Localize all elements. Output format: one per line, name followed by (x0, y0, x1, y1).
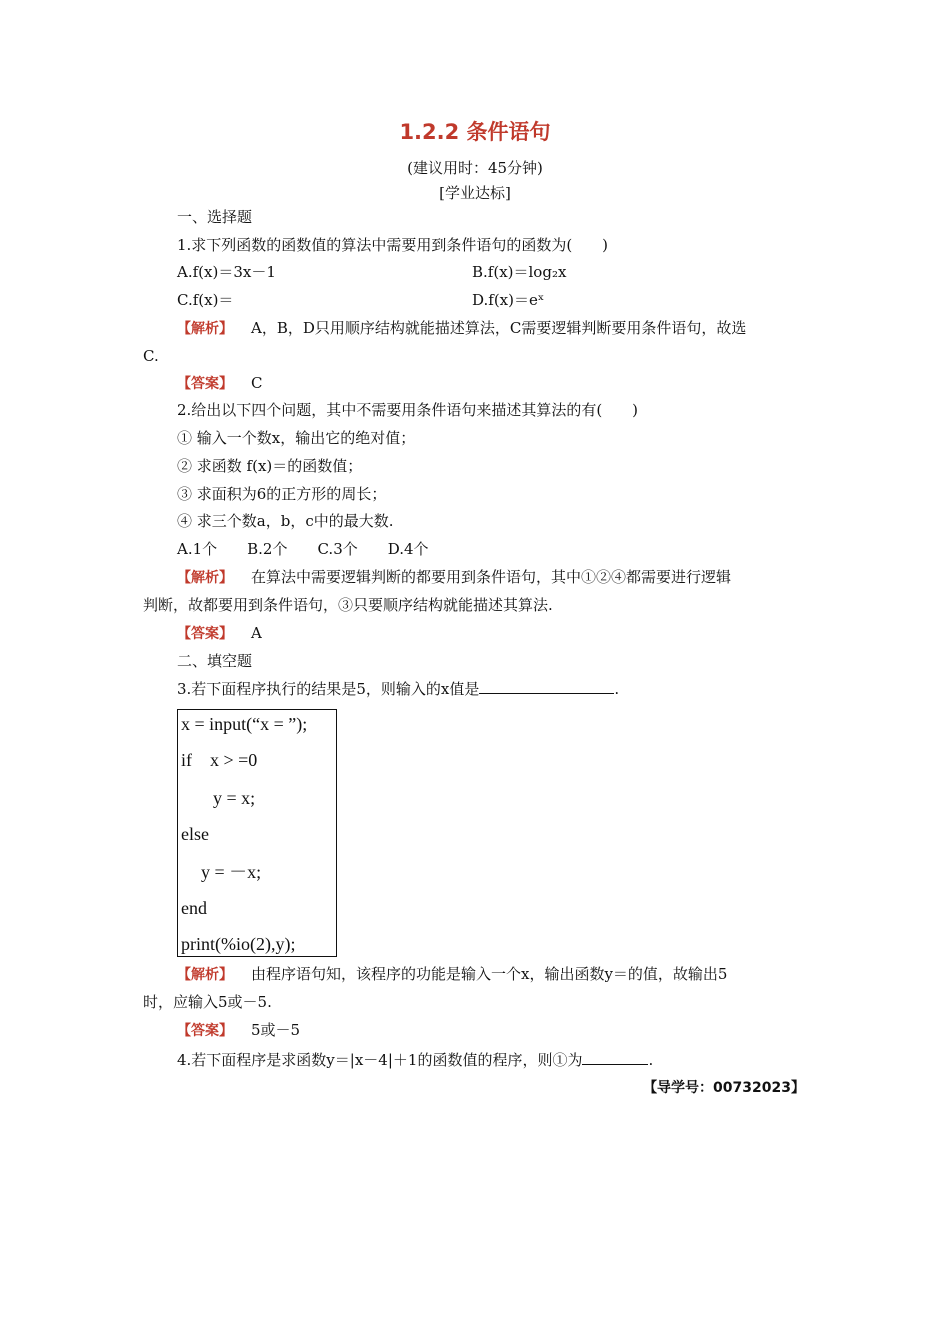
code-line: if x > =0 (181, 750, 258, 770)
q4-stem-end: . (648, 1051, 654, 1069)
q4-stem-text: 4.若下面程序是求函数y＝|x－4|＋1的函数值的程序，则①为 (177, 1051, 583, 1069)
q3-stem-end: . (614, 680, 620, 698)
q1-analysis (177, 318, 746, 339)
q2-options: A.1个 B.2个 C.3个 D.4个 (177, 540, 429, 558)
q2-item-4: ④ 求三个数a，b，c中的最大数. (177, 512, 394, 530)
q2-answer-value: A (251, 624, 262, 642)
code-line: x = input(“x = ”); (181, 714, 308, 734)
q1-analysis-text: A，B，D只用顺序结构就能描述算法，C需要逻辑判断要用条件语句，故选 (251, 319, 747, 337)
q2-analysis (177, 567, 731, 588)
q1-option-d-label: D. (472, 291, 489, 309)
q2-item-2: ② 求函数 f(x)＝的函数值； (177, 457, 363, 475)
analysis-tag: 【解析】 (177, 967, 233, 983)
q3-stem-text: 3.若下面程序执行的结果是5，则输入的x值是 (177, 680, 480, 698)
q3-analysis (177, 964, 727, 985)
q3-answer (177, 1020, 300, 1041)
q3-answer-value: 5或－5 (251, 1021, 301, 1039)
section-heading-fill: 二、填空题 (177, 652, 253, 670)
q1-option-b (472, 262, 566, 282)
q2-stem: 2.给出以下四个问题，其中不需要用条件语句来描述其算法的有( ) (177, 401, 639, 419)
q1-answer (177, 373, 262, 394)
q2-answer (177, 623, 262, 644)
q1-option-c-label: C. (177, 291, 193, 309)
q3-analysis-cont: 时，应输入5或－5. (143, 993, 272, 1011)
q1-analysis-cont: C. (143, 347, 159, 365)
code-line: else (181, 824, 209, 844)
section-heading-choice: 一、选择题 (177, 208, 253, 226)
q1-stem: 1.求下列函数的函数值的算法中需要用到条件语句的函数为( ) (177, 236, 609, 254)
answer-tag: 【答案】 (177, 376, 233, 392)
time-note: (建议用时：45分钟) (407, 159, 543, 177)
guide-number: 【导学号：00732023】 (643, 1080, 805, 1096)
q3-analysis-text: 由程序语句知，该程序的功能是输入一个x，输出函数y＝的值，故输出5 (251, 965, 728, 983)
q1-option-d-expr: f(x)＝eˣ (488, 291, 545, 309)
q1-option-c (177, 290, 233, 310)
q1-option-a-label: A. (177, 263, 193, 281)
q2-item-3: ③ 求面积为6的正方形的周长； (177, 485, 387, 503)
level-heading: [学业达标] (439, 184, 511, 202)
answer-tag: 【答案】 (177, 626, 233, 642)
q2-item-1: ① 输入一个数x，输出它的绝对值； (177, 429, 416, 447)
answer-blank (582, 1050, 648, 1065)
q4-stem (177, 1050, 653, 1070)
code-box (177, 709, 337, 957)
q1-option-d (472, 290, 544, 310)
code-line: y = －x; (201, 862, 262, 882)
q2-analysis-cont: 判断，故都要用到条件语句，③只要顺序结构就能描述其算法. (143, 596, 553, 614)
code-line: y = x; (213, 788, 256, 808)
analysis-tag: 【解析】 (177, 570, 233, 586)
q1-answer-value: C (251, 374, 263, 392)
q2-analysis-text: 在算法中需要逻辑判断的都要用到条件语句，其中①②④都需要进行逻辑 (251, 568, 732, 586)
q1-option-a (177, 262, 276, 282)
q1-option-b-expr: f(x)＝log₂x (487, 263, 567, 281)
answer-tag: 【答案】 (177, 1023, 233, 1039)
code-line: end (181, 898, 207, 918)
code-line: print(%io(2),y); (181, 934, 296, 954)
analysis-tag: 【解析】 (177, 321, 233, 337)
q1-option-c-expr: f(x)＝ (192, 291, 234, 309)
answer-blank (479, 679, 614, 694)
q3-stem (177, 679, 619, 699)
q1-option-b-label: B. (472, 263, 488, 281)
page-title: 1.2.2 条件语句 (399, 120, 551, 144)
q1-option-a-expr: f(x)＝3x－1 (192, 263, 276, 281)
